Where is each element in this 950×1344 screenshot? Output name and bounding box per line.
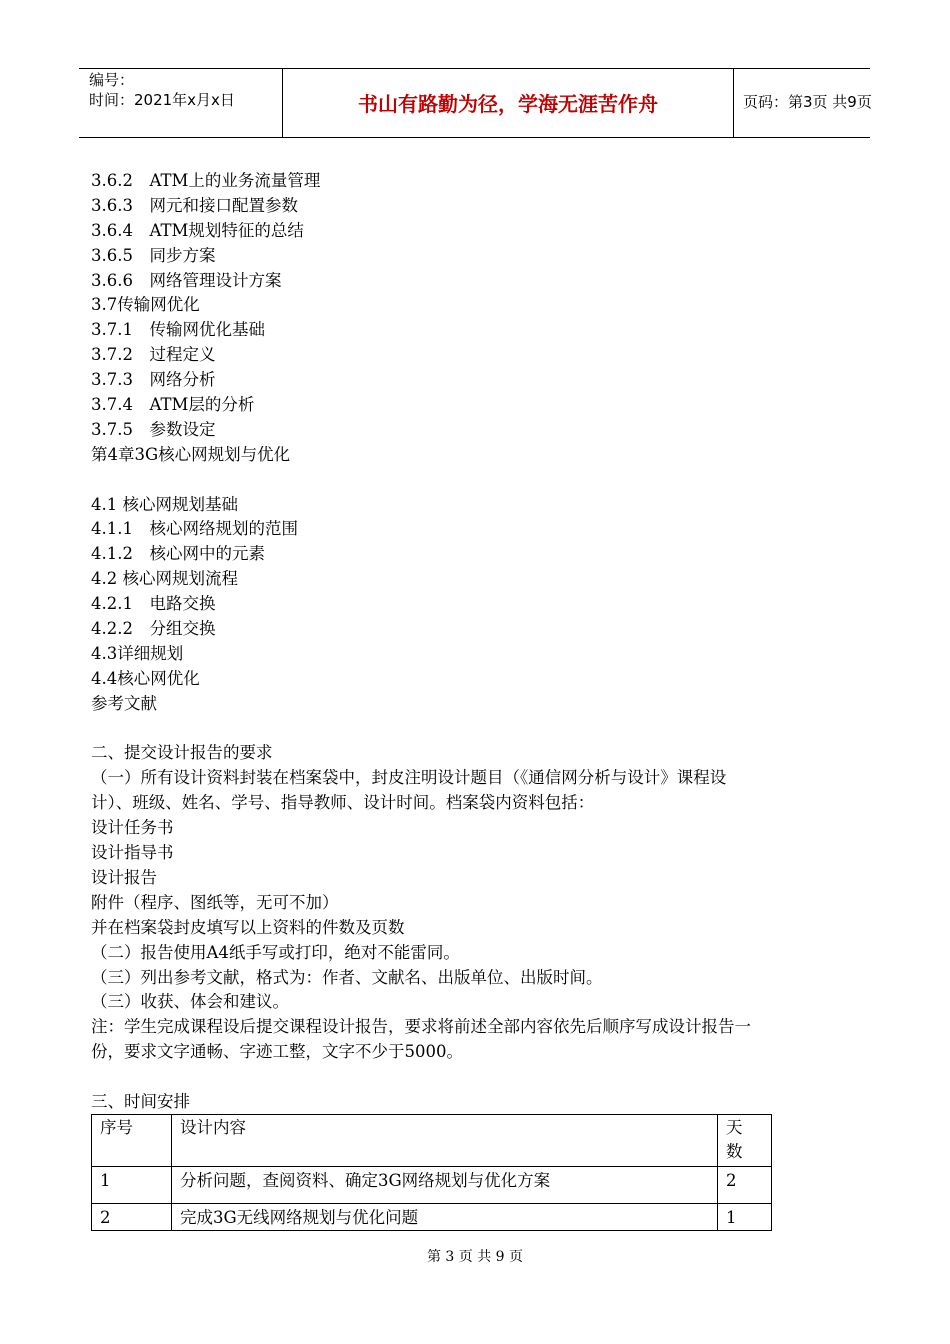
- text-line: 计）、班级、姓名、学号、指导教师、设计时间。档案袋内资料包括：: [91, 793, 595, 813]
- text-line: 3.7.3 网络分析: [91, 370, 216, 390]
- text-line: 注：学生完成课程设后提交课程设计报告，要求将前述全部内容依先后顺序写成设计报告一: [91, 1017, 751, 1037]
- row-index-cell: 2: [92, 1204, 172, 1231]
- header-motto-cell: [282, 69, 734, 137]
- row-days-cell: 2: [718, 1167, 772, 1204]
- text-line: 4.2 核心网规划流程: [91, 569, 238, 589]
- text-line: （三）收获、体会和建议。: [91, 992, 289, 1012]
- text-line: 设计任务书: [91, 818, 174, 838]
- text-line: 4.1.1 核心网络规划的范围: [91, 519, 298, 539]
- blank-line: [91, 717, 871, 742]
- row-days-cell: 1: [718, 1204, 772, 1231]
- table-row: [92, 1204, 772, 1231]
- text-line: 并在档案袋封皮填写以上资料的件数及页数: [91, 917, 405, 937]
- text-line: 份，要求文字通畅、字迹工整，文字不少于5000。: [91, 1042, 463, 1062]
- text-line: 4.4核心网优化: [91, 668, 200, 688]
- text-line: 参考文献: [91, 693, 157, 713]
- document-body: [91, 169, 871, 1115]
- text-line: 设计指导书: [91, 843, 174, 863]
- row-content-cell: 分析问题，查阅资料、确定3G网络规划与优化方案: [172, 1167, 718, 1204]
- document-number-label: 编号：: [89, 71, 135, 89]
- text-line: （二）报告使用A4纸手写或打印，绝对不能雷同。: [91, 942, 460, 962]
- text-line: 3.6.4 ATM规划特征的总结: [91, 220, 304, 240]
- text-line: 二、提交设计报告的要求: [91, 743, 273, 763]
- text-line: 3.7.1 传输网优化基础: [91, 320, 265, 340]
- text-line: 4.1 核心网规划基础: [91, 494, 238, 514]
- text-line: 3.6.3 网元和接口配置参数: [91, 195, 298, 215]
- document-date-label: 时间：2021年x月x日: [89, 91, 235, 109]
- text-line: 设计报告: [91, 867, 157, 887]
- header-cell-content: 设计内容: [172, 1115, 718, 1167]
- text-line: 3.6.5 同步方案: [91, 245, 216, 265]
- header-cell-days: [718, 1115, 772, 1167]
- page-header: [79, 68, 870, 138]
- text-line: 4.2.1 电路交换: [91, 594, 216, 614]
- header-motto: 书山有路勤为径，学海无涯苦作舟: [358, 92, 658, 116]
- text-line: 3.7.5 参数设定: [91, 419, 216, 439]
- row-content-cell: 完成3G无线网络规划与优化问题: [172, 1204, 718, 1231]
- text-line: 3.6.6 网络管理设计方案: [91, 270, 282, 290]
- text-line: 3.6.2 ATM上的业务流量管理: [91, 171, 321, 190]
- text-line: 4.3详细规划: [91, 643, 184, 663]
- text-line: 附件（程序、图纸等，无可不加）: [91, 892, 339, 912]
- header-page-label: 页码：第3页 共9页: [743, 93, 872, 111]
- text-line: （一）所有设计资料封装在档案袋中，封皮注明设计题目（《通信网分析与设计》课程设: [91, 768, 727, 788]
- page-footer: 第 3 页 共 9 页: [426, 1249, 524, 1265]
- header-cell-days-text: 天数: [726, 1118, 743, 1161]
- text-line: 4.2.2 分组交换: [91, 619, 216, 639]
- header-info-cell: [79, 69, 282, 137]
- blank-line: [91, 468, 871, 493]
- text-line: 3.7.4 ATM层的分析: [91, 395, 255, 415]
- text-line: 3.7传输网优化: [91, 295, 200, 315]
- text-line: 3.7.2 过程定义: [91, 345, 216, 365]
- table-header-row: [92, 1115, 772, 1167]
- text-line: （三）列出参考文献，格式为：作者、文献名、出版单位、出版时间。: [91, 967, 603, 987]
- header-page-cell: [733, 69, 870, 137]
- row-index-cell: 1: [92, 1167, 172, 1204]
- table-row: [92, 1167, 772, 1204]
- text-line: 4.1.2 核心网中的元素: [91, 544, 265, 564]
- text-line: 第4章3G核心网规划与优化: [91, 444, 291, 464]
- schedule-table: [91, 1114, 772, 1231]
- header-cell-index: 序号: [92, 1115, 172, 1167]
- text-line: 三、时间安排: [91, 1091, 190, 1111]
- blank-line: [91, 1065, 871, 1090]
